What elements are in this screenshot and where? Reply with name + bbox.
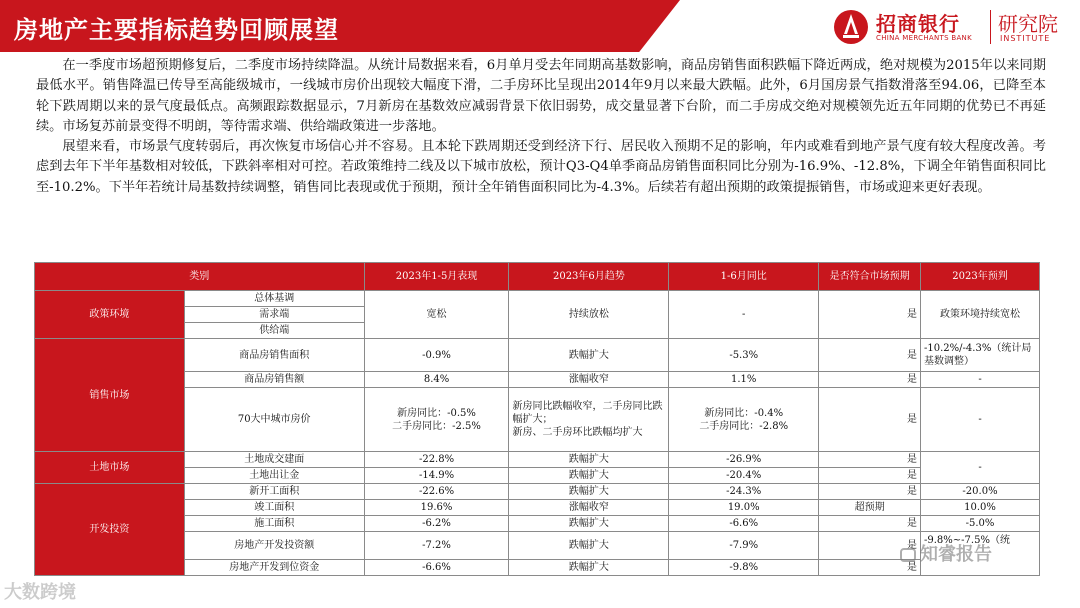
header bbox=[0, 0, 1080, 52]
cell: -26.9% bbox=[669, 452, 819, 468]
cell: -24.3% bbox=[669, 484, 819, 500]
logo-english: CHINA MERCHANTS BANK bbox=[876, 34, 972, 42]
header-june: 2023年6月趋势 bbox=[509, 263, 669, 291]
table-row bbox=[35, 372, 1040, 388]
cell: 土地成交建面 bbox=[184, 452, 364, 468]
table-row bbox=[35, 339, 1040, 372]
cell: -14.9% bbox=[364, 468, 509, 484]
table-row bbox=[35, 452, 1040, 468]
cell: 竣工面积 bbox=[184, 500, 364, 516]
cell: -10.2%/-4.3%（统计局基数调整） bbox=[921, 339, 1040, 372]
page-title: 房地产主要指标趋势回顾展望 bbox=[14, 16, 339, 44]
cell: -20.0% bbox=[921, 484, 1040, 500]
table-row bbox=[35, 291, 1040, 307]
cell: 涨幅收窄 bbox=[509, 500, 669, 516]
cell: 是 bbox=[819, 484, 921, 500]
table-row bbox=[35, 468, 1040, 484]
cell: 新开工面积 bbox=[184, 484, 364, 500]
header-forecast: 2023年预判 bbox=[921, 263, 1040, 291]
cmb-logo-icon bbox=[832, 8, 870, 46]
cell: 跌幅扩大 bbox=[509, 339, 669, 372]
cell: 涨幅收窄 bbox=[509, 372, 669, 388]
cell: 跌幅扩大 bbox=[509, 532, 669, 560]
cell: 新房同比跌幅收窄，二手房同比跌幅扩大； 新房、二手房环比跌幅均扩大 bbox=[509, 388, 669, 452]
cell: -0.9% bbox=[364, 339, 509, 372]
category-invest: 开发投资 bbox=[35, 484, 185, 576]
cell: 土地出让金 bbox=[184, 468, 364, 484]
cell: -20.4% bbox=[669, 468, 819, 484]
category-sales: 销售市场 bbox=[35, 339, 185, 452]
cell: 是 bbox=[819, 291, 921, 339]
cell: 跌幅扩大 bbox=[509, 560, 669, 576]
cmb-logo bbox=[828, 6, 1078, 50]
cell: 是 bbox=[819, 372, 921, 388]
cell: 1.1% bbox=[669, 372, 819, 388]
logo-institute: 研究院 bbox=[998, 12, 1058, 36]
cell: 跌幅扩大 bbox=[509, 452, 669, 468]
cell: 70大中城市房价 bbox=[184, 388, 364, 452]
cell: 房地产开发到位资金 bbox=[184, 560, 364, 576]
wechat-icon bbox=[900, 548, 916, 562]
cell: 10.0% bbox=[921, 500, 1040, 516]
cell: 跌幅扩大 bbox=[509, 468, 669, 484]
cell: 施工面积 bbox=[184, 516, 364, 532]
category-land: 土地市场 bbox=[35, 452, 185, 484]
logo-institute-en: INSTITUTE bbox=[1000, 34, 1051, 43]
logo-divider bbox=[990, 10, 991, 44]
cell: 商品房销售面积 bbox=[184, 339, 364, 372]
cell: 是 bbox=[819, 468, 921, 484]
cell: -22.8% bbox=[364, 452, 509, 468]
header-h1: 1-6月同比 bbox=[669, 263, 819, 291]
cell: 政策环境持续宽松 bbox=[921, 291, 1040, 339]
summary-text bbox=[36, 56, 1046, 198]
cell: 商品房销售额 bbox=[184, 372, 364, 388]
policy-item: 需求端 bbox=[184, 307, 364, 323]
cell: -7.9% bbox=[669, 532, 819, 560]
header-jan-may: 2023年1-5月表现 bbox=[364, 263, 509, 291]
cell: - bbox=[921, 452, 1040, 484]
cell: 持续放松 bbox=[509, 291, 669, 339]
cell: -6.2% bbox=[364, 516, 509, 532]
policy-item: 总体基调 bbox=[184, 291, 364, 307]
policy-item: 供给端 bbox=[184, 323, 364, 339]
logo-name: 招商银行 bbox=[876, 12, 960, 36]
cell: 是 bbox=[819, 560, 921, 576]
cell: -7.2% bbox=[364, 532, 509, 560]
header-category: 类别 bbox=[35, 263, 365, 291]
cell: -5.0% bbox=[921, 516, 1040, 532]
cell: 19.0% bbox=[669, 500, 819, 516]
paragraph-2: 展望来看，市场景气度转弱后，再次恢复市场信心并不容易。且本轮下跌周期还受到经济下行、居民收入预期不足的影响，年内或难看到地产景气度有较大程度改善。考虑到去年下半年基数相对较低，下跌斜率相对可控。若政策维持二线及以下城市放松，预计Q3-Q4单季商品房销售面积同比分别为-16.9%、-12.8%，下调全年销售面积同比至-10.2%。下半年若统计局基数持续调整，销售同比表现或优于预期，预计全年销售面积同比为-4.3%。后续若有超出预期的政策提振销售，市场或迎来更好表现。 bbox=[36, 139, 1046, 195]
watermark-right-text: 知睿报告 bbox=[920, 544, 992, 565]
cell: -9.8% bbox=[669, 560, 819, 576]
cell: - bbox=[921, 372, 1040, 388]
header-meets: 是否符合市场预期 bbox=[819, 263, 921, 291]
table-row bbox=[35, 484, 1040, 500]
cell: -6.6% bbox=[364, 560, 509, 576]
cell: -22.6% bbox=[364, 484, 509, 500]
cell: 是 bbox=[819, 452, 921, 468]
cell: 新房同比：-0.5% 二手房同比：-2.5% bbox=[364, 388, 509, 452]
table-row bbox=[35, 532, 1040, 560]
cell: 是 bbox=[819, 388, 921, 452]
cell: 19.6% bbox=[364, 500, 509, 516]
watermark-left: 大数跨境 bbox=[4, 582, 76, 603]
paragraph-1: 在一季度市场超预期修复后，二季度市场持续降温。从统计局数据来看，6月单月受去年同期高基数影响，商品房销售面积跌幅下降近两成，绝对规模为2015年以来同期最低水平。销售降温已传导至高能级城市，一线城市房价出现较大幅度下滑，二手房环比呈现出2014年9月以来最大跌幅。此外，6月国房景气指数滑落至94.06，已降至本轮下跌周期以来的景气度最低点。高频跟踪数据显示，7月新房在基数效应减弱背景下依旧弱势，成交量显著下台阶，而二手房成交绝对规模领先近五年同期的优势已不再延续。市场复苏前景变得不明朗，等待需求端、供给端政策进一步落地。 bbox=[36, 58, 1046, 134]
cell: 是 bbox=[819, 532, 921, 560]
category-policy: 政策环境 bbox=[35, 291, 185, 339]
indicator-table bbox=[34, 262, 1040, 576]
cell: 跌幅扩大 bbox=[509, 516, 669, 532]
table-row bbox=[35, 500, 1040, 516]
cell: - bbox=[669, 291, 819, 339]
cell: 跌幅扩大 bbox=[509, 484, 669, 500]
cell: 是 bbox=[819, 339, 921, 372]
table-row bbox=[35, 560, 1040, 576]
cell: -6.6% bbox=[669, 516, 819, 532]
cell: 是 bbox=[819, 516, 921, 532]
cell: 8.4% bbox=[364, 372, 509, 388]
table-row bbox=[35, 388, 1040, 452]
cell: 新房同比：-0.4% 二手房同比：-2.8% bbox=[669, 388, 819, 452]
cell: -5.3% bbox=[669, 339, 819, 372]
watermark-right bbox=[900, 540, 992, 566]
table-header-row bbox=[35, 263, 1040, 291]
cell: 房地产开发投资额 bbox=[184, 532, 364, 560]
cell: 超预期 bbox=[819, 500, 921, 516]
cell: 宽松 bbox=[364, 291, 509, 339]
cell: -9.8%~-7.5%（统 bbox=[921, 532, 1040, 576]
cell: - bbox=[921, 388, 1040, 452]
table-row bbox=[35, 516, 1040, 532]
